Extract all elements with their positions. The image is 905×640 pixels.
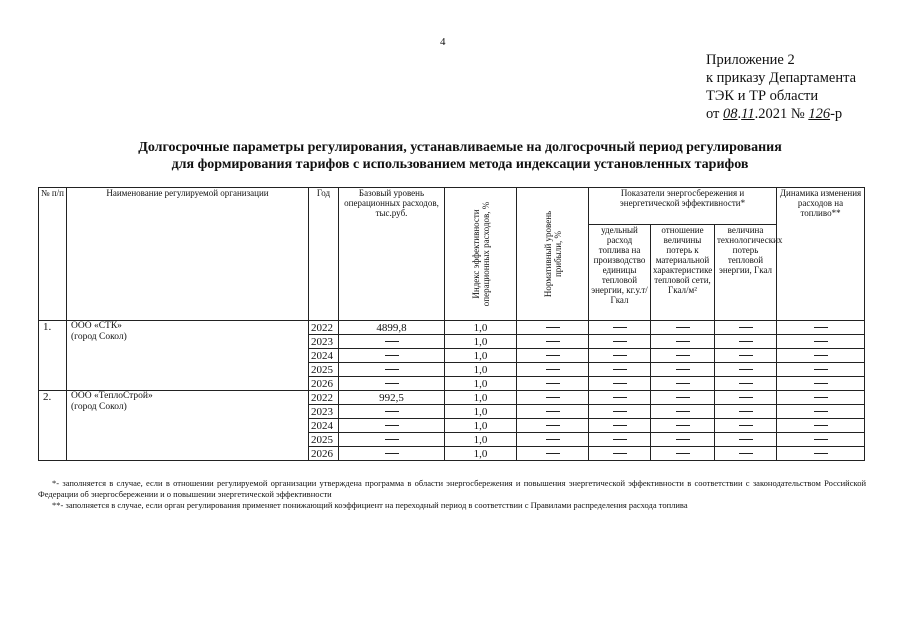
org-city: (город Сокол) xyxy=(71,402,127,412)
base-cost-cell xyxy=(339,433,445,447)
appendix-line-2: к приказу Департамента xyxy=(706,70,857,86)
org-name: ООО «ТеплоСтрой» xyxy=(71,391,153,401)
losses-cell xyxy=(715,363,777,377)
fuel-cell xyxy=(589,349,651,363)
dash-mark xyxy=(739,425,753,426)
dynamics-cell xyxy=(777,349,865,363)
dash-mark xyxy=(676,439,690,440)
dash-mark xyxy=(814,327,828,328)
year-cell: 2024 xyxy=(309,419,339,433)
dash-mark xyxy=(546,397,560,398)
fuel-cell xyxy=(589,321,651,335)
ratio-cell xyxy=(651,447,715,461)
dynamics-cell xyxy=(777,335,865,349)
profit-cell xyxy=(517,377,589,391)
dash-mark xyxy=(613,341,627,342)
index-cell: 1,0 xyxy=(445,405,517,419)
ratio-cell xyxy=(651,419,715,433)
dash-mark xyxy=(814,411,828,412)
index-cell: 1,0 xyxy=(445,349,517,363)
dash-mark xyxy=(814,341,828,342)
ratio-cell xyxy=(651,391,715,405)
base-cost-cell xyxy=(339,335,445,349)
dash-mark xyxy=(546,425,560,426)
dash-mark xyxy=(739,341,753,342)
profit-cell xyxy=(517,419,589,433)
page-number: 4 xyxy=(440,36,446,48)
dash-mark xyxy=(613,425,627,426)
dash-mark xyxy=(814,397,828,398)
appendix-line-1: Приложение 2 xyxy=(706,52,795,68)
dash-mark xyxy=(676,355,690,356)
dynamics-cell xyxy=(777,363,865,377)
dash-mark xyxy=(676,369,690,370)
dash-mark xyxy=(814,439,828,440)
losses-cell xyxy=(715,377,777,391)
dash-mark xyxy=(676,383,690,384)
losses-cell xyxy=(715,405,777,419)
dash-mark xyxy=(385,453,399,454)
order-number: 126 xyxy=(808,106,831,122)
dash-mark xyxy=(814,425,828,426)
dash-mark xyxy=(546,411,560,412)
table-body xyxy=(39,321,865,461)
base-cost-cell: 4899,8 xyxy=(339,321,445,335)
dash-mark xyxy=(739,369,753,370)
header-energy-group: Показатели энергосбережения и энергетической эффективности* xyxy=(589,188,777,225)
profit-cell xyxy=(517,321,589,335)
dash-mark xyxy=(739,355,753,356)
dash-mark xyxy=(814,369,828,370)
dash-mark xyxy=(814,355,828,356)
index-cell: 1,0 xyxy=(445,433,517,447)
dash-mark xyxy=(385,425,399,426)
base-cost-cell xyxy=(339,377,445,391)
dynamics-cell xyxy=(777,321,865,335)
header-profit-text: Нормативный уровень прибыли, % xyxy=(542,210,563,298)
ratio-cell xyxy=(651,349,715,363)
dash-mark xyxy=(613,369,627,370)
header-index-eff xyxy=(445,188,517,321)
title-line-1: Долгосрочные параметры регулирования, устанавливаемые на долгосрочный период регулирования xyxy=(138,140,782,155)
fuel-cell xyxy=(589,405,651,419)
profit-cell xyxy=(517,405,589,419)
dash-mark xyxy=(676,425,690,426)
table-row xyxy=(39,321,865,335)
dash-mark xyxy=(676,341,690,342)
header-no: № п/п xyxy=(39,188,67,321)
year-cell: 2025 xyxy=(309,433,339,447)
dynamics-cell xyxy=(777,405,865,419)
org-number: 1. xyxy=(39,321,67,391)
dynamics-cell xyxy=(777,391,865,405)
dash-mark xyxy=(739,383,753,384)
dash-mark xyxy=(546,453,560,454)
fuel-cell xyxy=(589,363,651,377)
dash-mark xyxy=(739,411,753,412)
profit-cell xyxy=(517,447,589,461)
dash-mark xyxy=(676,327,690,328)
dash-mark xyxy=(385,341,399,342)
dash-mark xyxy=(613,327,627,328)
losses-cell xyxy=(715,419,777,433)
dash-mark xyxy=(814,383,828,384)
dash-mark xyxy=(613,453,627,454)
dynamics-cell xyxy=(777,377,865,391)
fuel-cell xyxy=(589,447,651,461)
header-dynamics: Динамика изменения расходов на топливо** xyxy=(777,188,865,321)
year-cell: 2022 xyxy=(309,321,339,335)
dash-mark xyxy=(613,439,627,440)
dash-mark xyxy=(385,369,399,370)
year-cell: 2026 xyxy=(309,377,339,391)
footnote-2: **- заполняется в случае, если орган регулирования применяет понижающий коэффициент на переходный период в соответствии с Правилами распределения расхода топлива xyxy=(52,500,688,510)
base-cost-cell xyxy=(339,419,445,433)
index-cell: 1,0 xyxy=(445,447,517,461)
org-name-cell xyxy=(67,321,309,391)
profit-cell xyxy=(517,349,589,363)
header-row-1 xyxy=(39,188,865,225)
dash-mark xyxy=(739,327,753,328)
ratio-cell xyxy=(651,363,715,377)
ratio-cell xyxy=(651,321,715,335)
fuel-cell xyxy=(589,419,651,433)
dash-mark xyxy=(385,383,399,384)
fuel-cell xyxy=(589,335,651,349)
losses-cell xyxy=(715,391,777,405)
header-base: Базовый уровень операционных расходов, тыс.руб. xyxy=(339,188,445,321)
dash-mark xyxy=(613,383,627,384)
appendix-block xyxy=(706,51,856,123)
base-cost-cell xyxy=(339,349,445,363)
dynamics-cell xyxy=(777,419,865,433)
index-cell: 1,0 xyxy=(445,321,517,335)
base-cost-cell xyxy=(339,447,445,461)
dash-mark xyxy=(546,383,560,384)
table-row xyxy=(39,391,865,405)
dynamics-cell xyxy=(777,433,865,447)
dash-mark xyxy=(739,439,753,440)
org-city: (город Сокол) xyxy=(71,332,127,342)
dash-mark xyxy=(739,397,753,398)
parameters-table xyxy=(38,187,865,461)
dash-mark xyxy=(814,453,828,454)
org-name-cell xyxy=(67,391,309,461)
index-cell: 1,0 xyxy=(445,363,517,377)
fuel-cell xyxy=(589,377,651,391)
date-month: 11 xyxy=(741,106,755,122)
year-cell: 2024 xyxy=(309,349,339,363)
dash-mark xyxy=(613,411,627,412)
profit-cell xyxy=(517,433,589,447)
losses-cell xyxy=(715,321,777,335)
losses-cell xyxy=(715,433,777,447)
appendix-date-line: от 08.11.2021 № 126-р xyxy=(706,106,843,122)
document-title xyxy=(60,139,860,173)
dash-mark xyxy=(385,411,399,412)
base-cost-cell xyxy=(339,363,445,377)
losses-cell xyxy=(715,349,777,363)
org-number: 2. xyxy=(39,391,67,461)
date-year: .2021 № xyxy=(754,106,805,122)
footnotes xyxy=(38,478,866,511)
ratio-cell xyxy=(651,433,715,447)
index-cell: 1,0 xyxy=(445,419,517,433)
profit-cell xyxy=(517,335,589,349)
dash-mark xyxy=(385,355,399,356)
dash-mark xyxy=(613,397,627,398)
dash-mark xyxy=(613,355,627,356)
date-prefix: от xyxy=(706,106,720,122)
fuel-cell xyxy=(589,433,651,447)
profit-cell xyxy=(517,363,589,377)
footnote-1: *- заполняется в случае, если в отношении регулируемой организации утверждена программа в области энергосбережения и повышения энергетической эффективности в соответствии с законодательством Российской Федерации об энергосбережении и о повышении энергетической эффективности xyxy=(38,478,866,499)
ratio-cell xyxy=(651,335,715,349)
losses-cell xyxy=(715,335,777,349)
dash-mark xyxy=(385,439,399,440)
dash-mark xyxy=(676,411,690,412)
ratio-cell xyxy=(651,405,715,419)
dash-mark xyxy=(676,397,690,398)
year-cell: 2023 xyxy=(309,335,339,349)
ratio-cell xyxy=(651,377,715,391)
dash-mark xyxy=(546,355,560,356)
index-cell: 1,0 xyxy=(445,335,517,349)
index-cell: 1,0 xyxy=(445,377,517,391)
year-cell: 2022 xyxy=(309,391,339,405)
header-year: Год xyxy=(309,188,339,321)
year-cell: 2026 xyxy=(309,447,339,461)
dash-mark xyxy=(546,327,560,328)
order-suffix: -р xyxy=(830,106,843,122)
base-cost-cell: 992,5 xyxy=(339,391,445,405)
dynamics-cell xyxy=(777,447,865,461)
header-index-eff-text: Индекс эффективности операционных расходов, % xyxy=(470,201,491,307)
dash-mark xyxy=(739,453,753,454)
date-day: 08 xyxy=(723,106,738,122)
index-cell: 1,0 xyxy=(445,391,517,405)
header-losses: величина технологических потерь тепловой энергии, Гкал xyxy=(715,225,777,321)
header-org: Наименование регулируемой организации xyxy=(67,188,309,321)
year-cell: 2023 xyxy=(309,405,339,419)
year-cell: 2025 xyxy=(309,363,339,377)
profit-cell xyxy=(517,391,589,405)
header-profit xyxy=(517,188,589,321)
fuel-cell xyxy=(589,391,651,405)
dash-mark xyxy=(546,369,560,370)
title-line-2: для формирования тарифов с использованием метода индексации установленных тарифов xyxy=(171,157,749,172)
header-fuel: удельный расход топлива на производство единицы тепловой энергии, кг.у.т/Гкал xyxy=(589,225,651,321)
org-name: ООО «СТК» xyxy=(71,321,122,331)
dash-mark xyxy=(546,341,560,342)
losses-cell xyxy=(715,447,777,461)
dash-mark xyxy=(676,453,690,454)
base-cost-cell xyxy=(339,405,445,419)
dash-mark xyxy=(546,439,560,440)
appendix-line-3: ТЭК и ТР области xyxy=(706,88,819,104)
header-ratio: отношение величины потерь к материальной характеристике тепловой сети, Гкал/м² xyxy=(651,225,715,321)
